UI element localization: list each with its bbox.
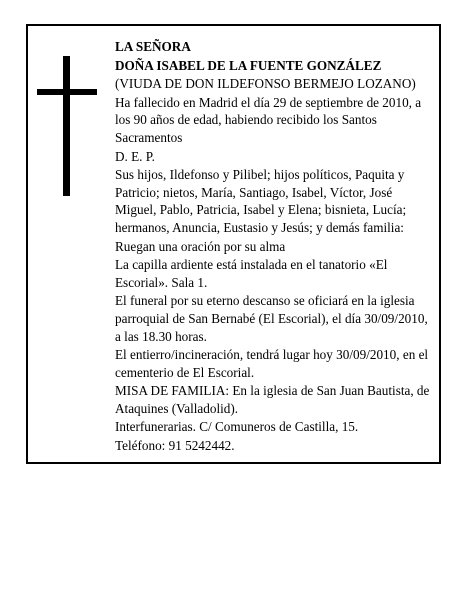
cross-vertical-bar [63, 56, 70, 196]
notice-title: LA SEÑORA [115, 39, 191, 54]
prayer-request: Ruegan una oración por su alma [115, 238, 286, 254]
burial-info: El entierro/incineración, tendrá lugar hoy 30/09/2010, en el cementerio de El Escorial. [115, 347, 429, 380]
widow-of: (VIUDA DE DON ILDEFONSO BERMEJO LOZANO) [115, 76, 416, 92]
cross-horizontal-bar [37, 89, 97, 95]
family-list: Sus hijos, Ildefonso y Pilibel; hijos políticos, Paquita y Patricio; nietos, María, Santiago, Isabel, Víctor, José Miguel, Pablo, Patricia, Isabel y Elena; bisnieta, Lucía; hermanos, Anuncia, Eustasio y Jesús; y demás familia: [115, 167, 407, 235]
funeral-info: El funeral por su eterno descanso se oficiará en la iglesia parroquial de San Bernabé (El Escorial), el día 30/09/2010, a las 18.30 horas. [115, 293, 428, 344]
deceased-name: DOÑA ISABEL DE LA FUENTE GONZÁLEZ [115, 57, 382, 73]
funeral-home-address: Interfunerarias. C/ Comuneros de Castilla, 15. [115, 419, 359, 435]
funeral-home-phone: Teléfono: 91 5242442. [115, 438, 235, 454]
latin-cross-icon [37, 56, 97, 196]
death-statement: Ha fallecido en Madrid el día 29 de septiembre de 2010, a los 90 años de edad, habiendo recibido los Santos Sacramentos [115, 94, 422, 145]
family-mass-info: MISA DE FAMILIA: En la iglesia de San Juan Bautista, de Ataquines (Valladolid). [115, 383, 430, 416]
obituary-text [115, 38, 431, 456]
chapel-info: La capilla ardiente está instalada en el tanatorio «El Escorial». Sala 1. [115, 257, 388, 290]
rip-abbreviation: D. E. P. [115, 148, 155, 164]
